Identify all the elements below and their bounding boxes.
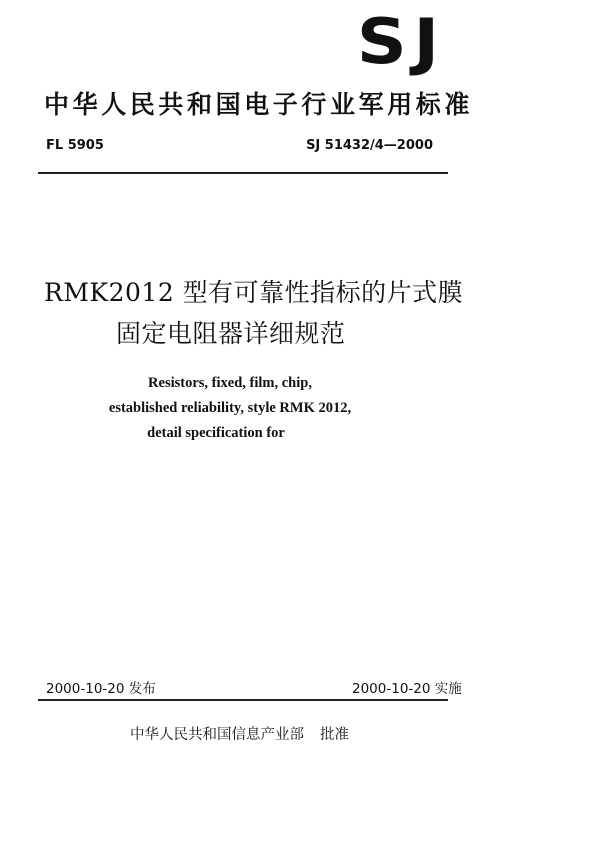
approver-name: 中华人民共和国信息产业部 xyxy=(130,727,304,743)
approving-authority xyxy=(130,725,349,745)
implementation-date: 2000-10-20 实施 xyxy=(352,681,462,697)
document-title-en-line3: detail specification for xyxy=(147,425,285,441)
footer-divider xyxy=(38,699,448,701)
document-title-en-line1: Resistors, fixed, film, chip, xyxy=(148,375,312,391)
document-title-en-line2: established reliability, style RMK 2012, xyxy=(108,400,352,416)
header-divider xyxy=(38,172,448,174)
document-title-cn-line2: 固定电阻器详细规范 xyxy=(116,319,346,348)
sj-logo: SJ xyxy=(356,5,446,78)
fl-classification-code: FL 5905 xyxy=(46,138,104,153)
document-title-cn-line1: RMK2012 型有可靠性指标的片式膜 xyxy=(44,278,464,307)
standard-title: 中华人民共和国电子行业军用标准 xyxy=(44,90,474,119)
issue-date: 2000-10-20 发布 xyxy=(46,681,156,697)
sj-standard-number: SJ 51432/4—2000 xyxy=(306,138,433,153)
approve-word: 批准 xyxy=(320,727,349,743)
